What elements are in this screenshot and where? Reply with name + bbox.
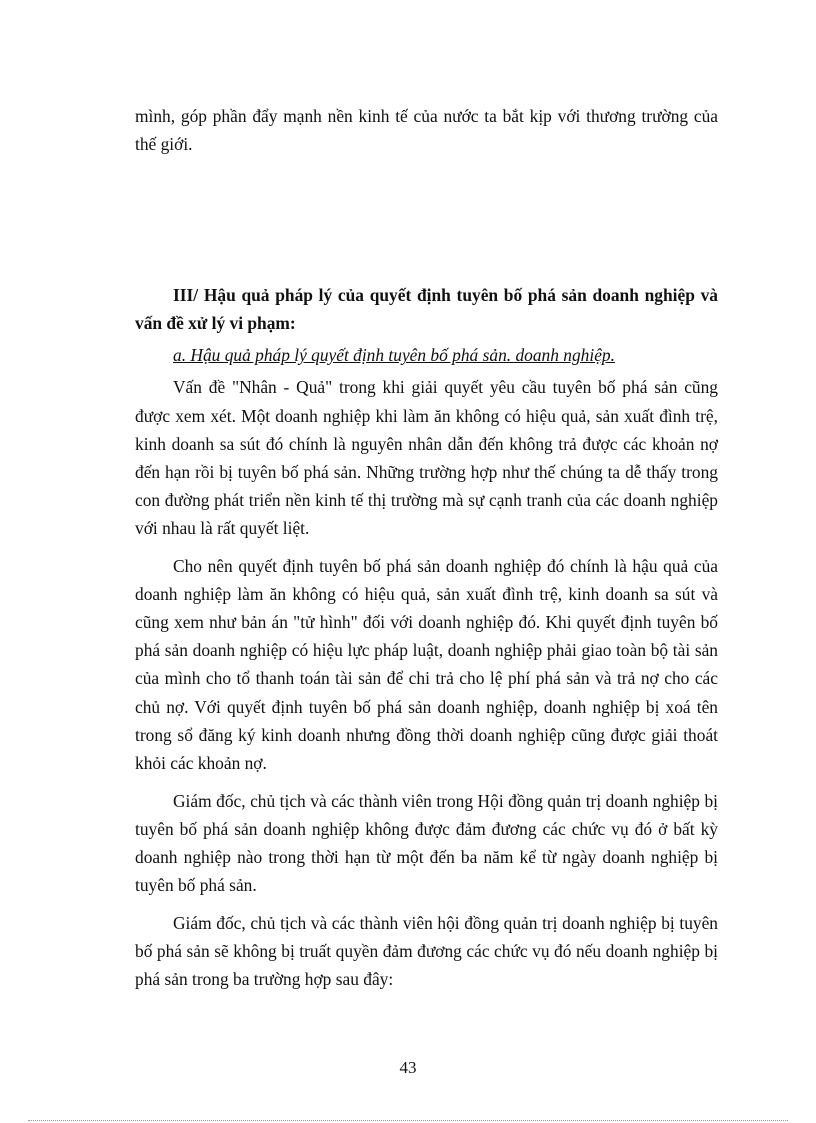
body-paragraph-cause-effect: Vấn đề "Nhân - Quả" trong khi giải quyết yêu cầu tuyên bố phá sản cũng được xem xét. Một doanh nghiệp khi làm ăn không có hiệu quả, sản xuất đình trệ, kinh doanh sa sút đó chính là nguyên nhân dẫn đến không trả được các khoản nợ đến hạn rồi bị tuyên bố phá sản. Những trường hợp như thế chúng ta dễ thấy trong con đường phát triển nền kinh tế thị trường mà sự cạnh tranh của các doanh nghiệp với nhau là rất quyết liệt. (135, 377, 718, 538)
section-heading: III/ Hậu quả pháp lý của quyết định tuyên bố phá sản doanh nghiệp và vấn đề xử lý vi phạm: (135, 285, 718, 334)
body-paragraph-exceptions: Giám đốc, chủ tịch và các thành viên hội đồng quản trị doanh nghiệp bị tuyên bố phá sản sẽ không bị truất quyền đảm đương các chức vụ đó nếu doanh nghiệp bị phá sản trong ba trường hợp sau đây: (135, 913, 718, 990)
document-page (135, 102, 718, 993)
page-number: 43 (399, 1058, 417, 1077)
body-paragraph-management-restriction: Giám đốc, chủ tịch và các thành viên trong Hội đồng quản trị doanh nghiệp bị tuyên bố phá sản doanh nghiệp không được đảm đương các chức vụ đó ở bất kỳ doanh nghiệp nào trong thời hạn từ một đến ba năm kể từ ngày doanh nghiệp bị tuyên bố phá sản. (135, 790, 718, 896)
subsection-heading: a. Hậu quả pháp lý quyết định tuyên bố phá sản. doanh nghiệp. (173, 345, 615, 366)
opening-paragraph: mình, góp phần đẩy mạnh nền kinh tế của nước ta bắt kịp với thương trường của thế giới. (135, 106, 718, 155)
body-paragraph-bankruptcy-consequence: Cho nên quyết định tuyên bố phá sản doanh nghiệp đó chính là hậu quả của doanh nghiệp làm ăn không có hiệu quả, sản xuất đình trệ, kinh doanh sa sút và cũng xem như bản án "tử hình" đối với doanh nghiệp đó. Khi quyết định tuyên bố phá sản doanh nghiệp có hiệu lực pháp luật, doanh nghiệp phải giao toàn bộ tài sản của mình cho tổ thanh toán tài sản để chi trả cho lệ phí phá sản và trả nợ cho các chủ nợ. Với quyết định tuyên bố phá sản doanh nghiệp, doanh nghiệp bị xoá tên trong sổ đăng ký kinh doanh nhưng đồng thời doanh nghiệp cũng được giải thoát khỏi các khoản nợ. (135, 556, 718, 773)
page-bottom-divider (28, 1120, 788, 1121)
